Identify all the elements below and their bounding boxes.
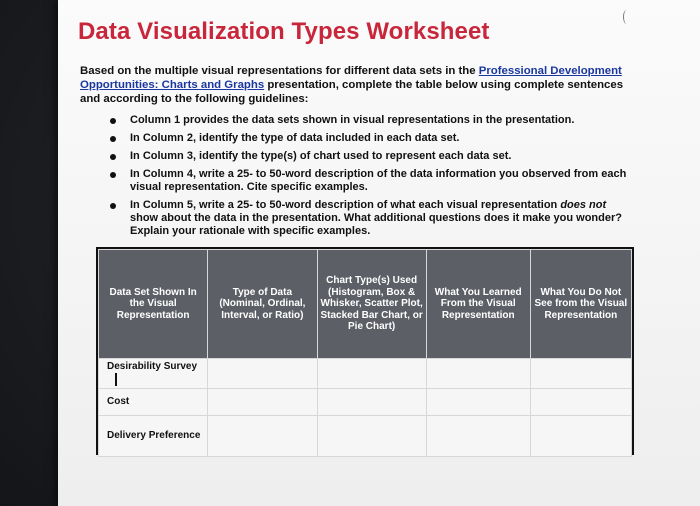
answer-cell[interactable] (530, 388, 631, 415)
table-row (99, 359, 632, 389)
worksheet-title: Data Visualization Types Worksheet (78, 18, 490, 45)
table-row (99, 415, 632, 456)
column-header-data-type: Type of Data (Nominal, Ordinal, Interval, or Ratio) (208, 250, 317, 359)
guideline-item (110, 114, 630, 127)
answer-cell[interactable] (530, 415, 631, 456)
guideline-text: In Column 3, identify the type(s) of chart used to represent each data set. (130, 150, 512, 162)
bullet-icon (110, 136, 116, 142)
answer-cell[interactable] (426, 359, 530, 389)
bullet-icon (110, 203, 116, 209)
guideline-text: In Column 4, write a 25- to 50-word description of the data information you observed from each visual representation. Cite specific examples. (130, 168, 627, 193)
answer-cell[interactable] (317, 359, 426, 389)
guideline-text-end: show about the data in the presentation. What additional questions does it make you wonder? Explain your rationale with specific examples. (130, 212, 622, 237)
answer-cell[interactable] (208, 388, 317, 415)
guideline-item (110, 199, 630, 238)
intro-paragraph (80, 64, 628, 106)
guidelines-list (110, 114, 630, 243)
guideline-text: In Column 2, identify the type of data included in each data set. (130, 132, 460, 144)
guideline-item (110, 168, 630, 194)
row-label-cell (99, 388, 208, 415)
presentation-link[interactable]: Professional Development Opportunities: Charts and Graphs (80, 65, 622, 91)
row-label-cell (99, 415, 208, 456)
answer-cell[interactable] (426, 388, 530, 415)
intro-text-end: presentation, complete the table below using complete sentences and according to the following guidelines: (80, 79, 624, 105)
intro-text-start: Based on the multiple visual representations for different data sets in the (80, 65, 479, 77)
guideline-item (110, 150, 630, 163)
guideline-text-emphasis: does not (560, 199, 607, 211)
table-row (99, 388, 632, 415)
guideline-text: Column 1 provides the data sets shown in visual representations in the presentation. (130, 114, 575, 126)
row-label-cell (99, 359, 208, 389)
row-label: Delivery Preference (107, 429, 201, 441)
guideline-item (110, 132, 630, 145)
guideline-text-start: In Column 5, write a 25- to 50-word description of what each visual representation (130, 199, 561, 211)
answer-cell[interactable] (208, 415, 317, 456)
answer-cell[interactable] (317, 388, 426, 415)
column-header-chart-type: Chart Type(s) Used (Histogram, Box & Whisker, Scatter Plot, Stacked Bar Chart, or Pie Chart) (317, 250, 426, 359)
answer-cell[interactable] (426, 415, 530, 456)
text-cursor (115, 373, 117, 386)
worksheet-table-frame (96, 247, 634, 455)
answer-cell[interactable] (317, 415, 426, 456)
answer-cell[interactable] (530, 359, 631, 389)
bullet-icon (110, 172, 116, 178)
bullet-icon (110, 154, 116, 160)
pen-mark (623, 10, 630, 24)
worksheet-table (98, 249, 632, 457)
table-header-row (99, 250, 632, 359)
row-label: Cost (107, 395, 130, 407)
column-header-not-seen: What You Do Not See from the Visual Representation (530, 250, 631, 359)
answer-cell[interactable] (208, 359, 317, 389)
column-header-learned: What You Learned From the Visual Representation (426, 250, 530, 359)
bullet-icon (110, 118, 116, 124)
column-header-data-set: Data Set Shown In the Visual Representation (99, 250, 208, 359)
row-label: Desirability Survey (107, 361, 198, 372)
